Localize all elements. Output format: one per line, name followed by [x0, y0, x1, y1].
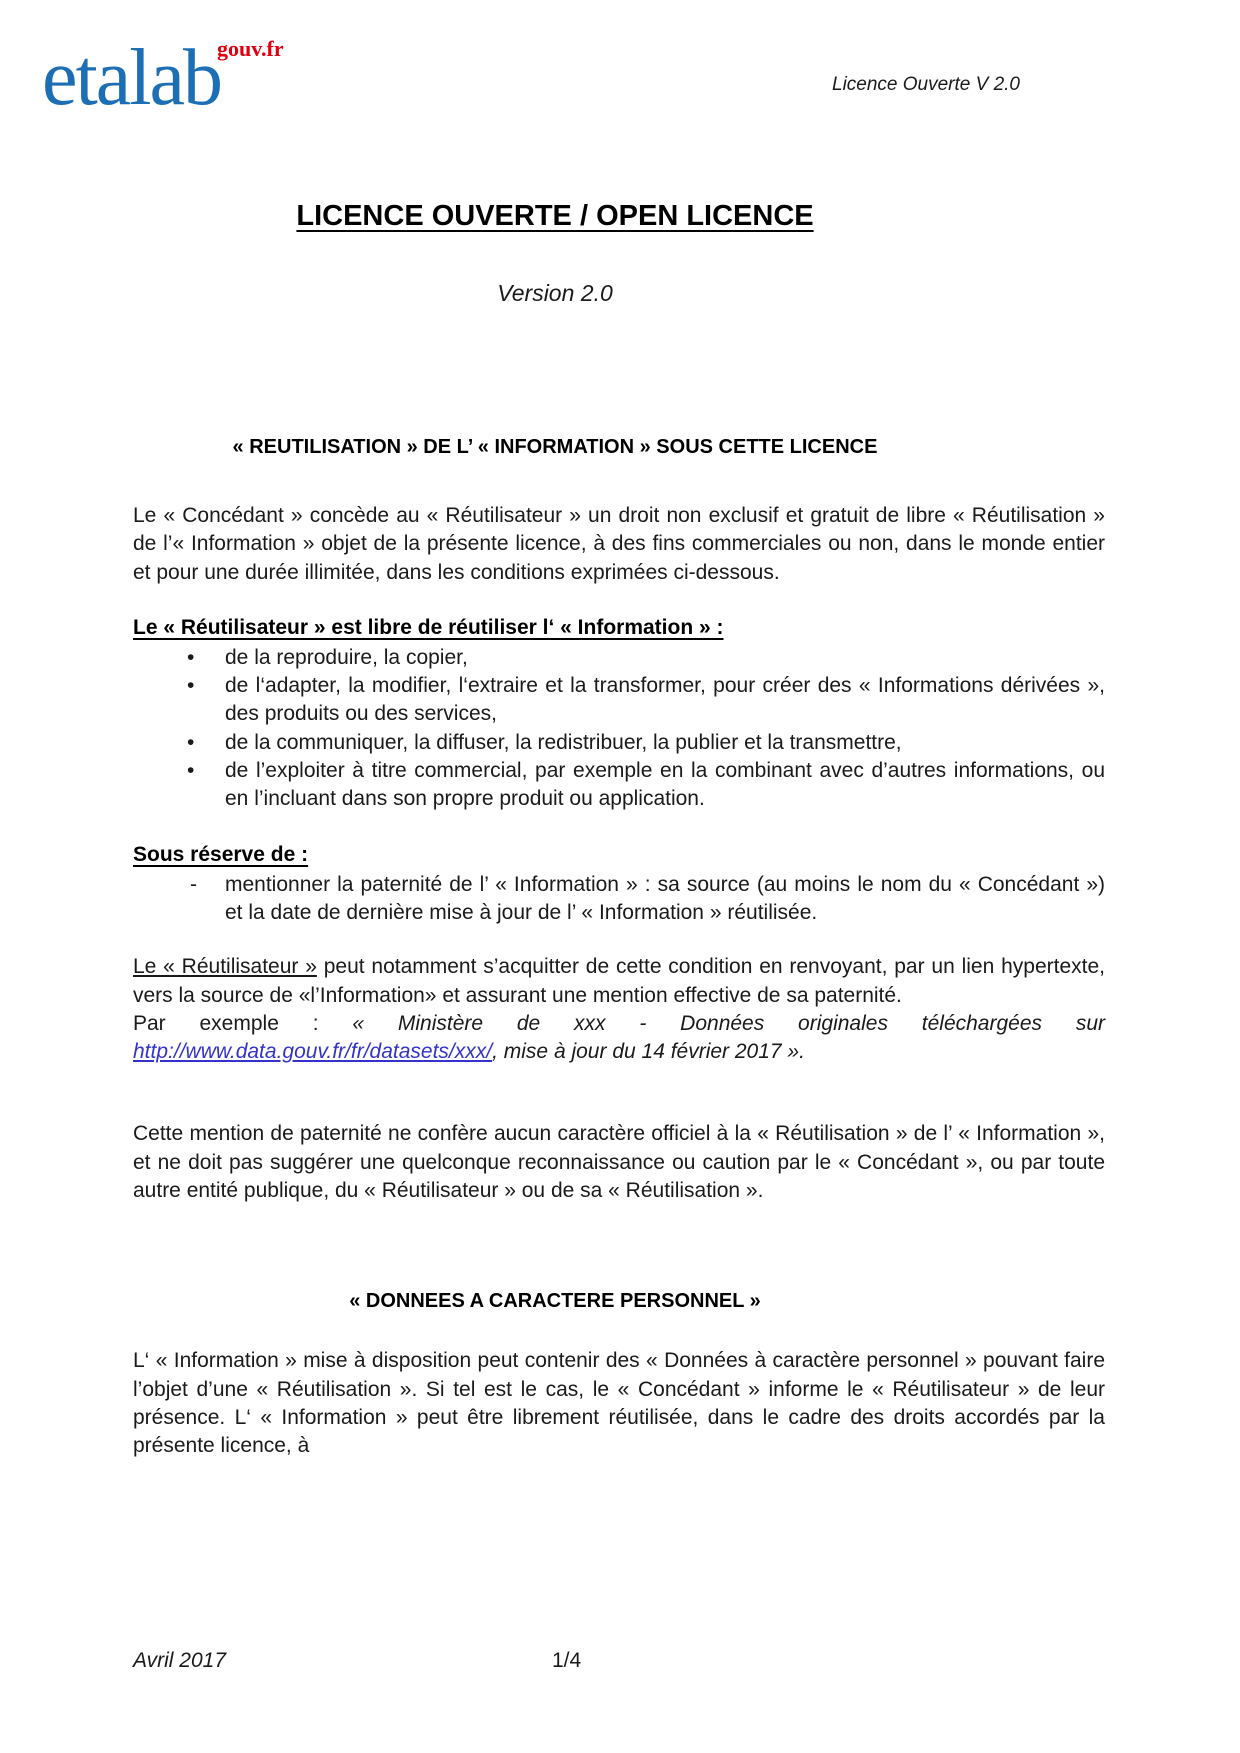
subheading-subject-to: Sous réserve de : — [133, 842, 309, 866]
example-quote-end: , mise à jour du 14 février 2017 ». — [492, 1040, 805, 1064]
document-title — [133, 198, 977, 234]
example-prefix: Par exemple : — [133, 1011, 353, 1035]
free-to-reuse-list — [133, 644, 1105, 814]
subject-to-list — [133, 871, 1105, 928]
paragraph-example — [133, 1010, 1105, 1067]
etalab-logo-text: etalab — [42, 34, 221, 122]
footer-date: Avril 2017 — [133, 1649, 227, 1672]
paragraph-personal-data: L‘ « Information » mise à disposition peut contenir des « Données à caractère personnel » pouvant faire l’objet d’une « Réutilisation ». Si tel est le cas, le « Concédant » informe le « Réutilisateur » de leur présence. L‘ « Information » peut être librement réutilisée, dans le cadre des droits accordés par la présente licence, à — [133, 1349, 1105, 1458]
paragraph-intro: Le « Concédant » concède au « Réutilisateur » un droit non exclusif et gratuit de libre « Réutilisation » de l’« Information » objet de la présente licence, à des fins commerciales ou non, dans le monde entier et pour une durée illimitée, dans les conditions exprimées ci-dessous. — [133, 504, 1105, 584]
example-quote-start: « Ministère de xxx - Données originales téléchargées sur — [352, 1011, 1105, 1035]
attribution-lead: Le « Réutilisateur » — [133, 955, 317, 979]
document-title-text: LICENCE OUVERTE / OPEN LICENCE — [296, 200, 814, 232]
attribution-rest: peut notamment s’acquitter de cette condition en renvoyant, par un lien hypertexte, vers la source de «l’Information» et assurant une mention effective de sa paternité. — [133, 955, 1105, 1007]
etalab-logo-gouvfr: gouv.fr — [216, 36, 284, 61]
paragraph-no-endorsement: Cette mention de paternité ne confère aucun caractère officiel à la « Réutilisation » de l’ « Information », et ne doit pas suggérer une quelconque reconnaissance ou caution par le « Concédant », ou par toute autre entité publique, du « Réutilisateur » ou de sa « Réutilisation ». — [133, 1122, 1105, 1203]
paragraph-attribution — [133, 953, 1105, 1010]
content-column — [133, 0, 1105, 1461]
section-heading-donnees-personnelles: « DONNEES A CARACTERE PERSONNEL » — [349, 1290, 761, 1313]
list-item: • de l‘adapter, la modifier, l‘extraire et la transformer, pour créer des « Informations dérivées », des produits ou des services, — [133, 672, 1105, 729]
list-item: • de la communiquer, la diffuser, la redistribuer, la publier et la transmettre, — [133, 729, 1105, 757]
list-item: - mentionner la paternité de l’ « Information » : sa source (au moins le nom du « Concédant ») et la date de dernière mise à jour de l’ « Information » réutilisée. — [133, 871, 1105, 928]
document-subtitle: Version 2.0 — [497, 280, 613, 306]
header-doc-reference: Licence Ouverte V 2.0 — [832, 74, 1020, 95]
subheading-free-to-reuse: Le « Réutilisateur » est libre de réutiliser l‘ « Information » : — [133, 615, 724, 639]
datasets-hyperlink[interactable]: http://www.data.gouv.fr/fr/datasets/xxx/ — [133, 1040, 493, 1064]
list-item: • de l’exploiter à titre commercial, par exemple en la combinant avec d’autres informations, ou en l’incluant dans son propre produit ou application. — [133, 757, 1105, 814]
list-item: • de la reproduire, la copier, — [133, 644, 1105, 672]
section-heading-reutilisation: « REUTILISATION » DE L’ « INFORMATION » SOUS CETTE LICENCE — [232, 436, 878, 458]
footer-page-number: 1/4 — [552, 1649, 582, 1672]
